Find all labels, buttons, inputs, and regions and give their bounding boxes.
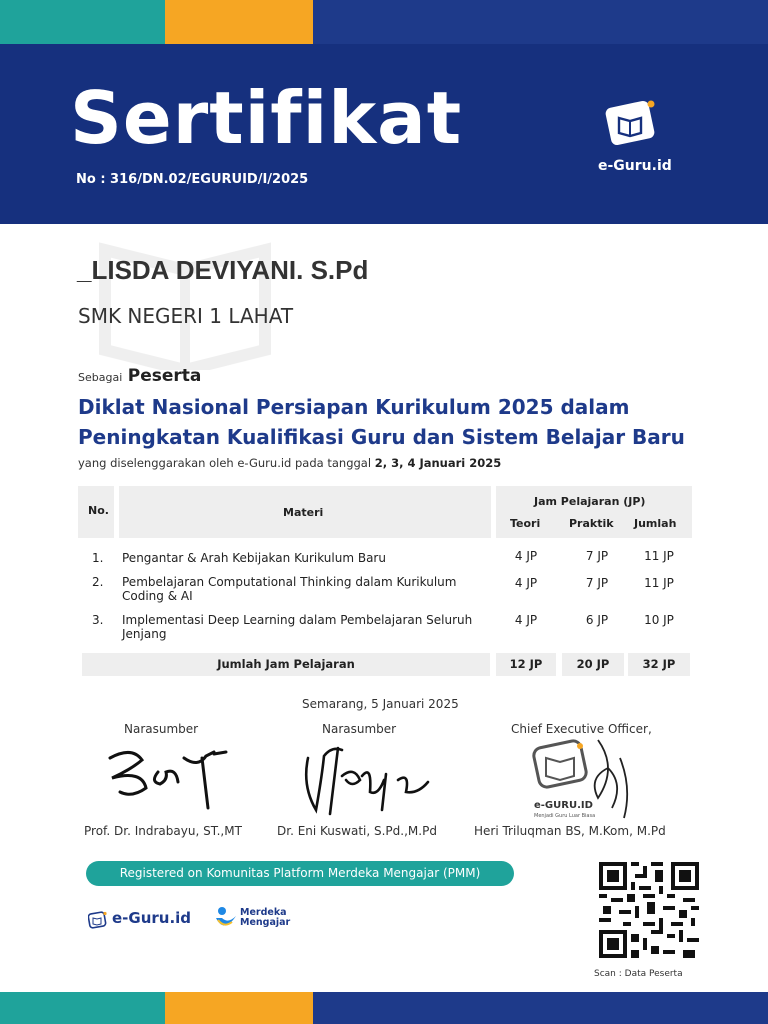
signer-2-role: Narasumber (322, 722, 397, 736)
signer-3-name: Heri Triluqman BS, M.Kom, M.Pd (474, 824, 666, 838)
held-dates: 2, 3, 4 Januari 2025 (374, 456, 502, 470)
certificate-title: Sertifikat (70, 76, 463, 160)
row-2-no: 2. (92, 575, 104, 589)
signer-2-name: Dr. Eni Kuswati, S.Pd.,M.Pd (277, 824, 437, 838)
total-label: Jumlah Jam Pelajaran (82, 653, 490, 676)
watermark-book-icon (95, 220, 275, 370)
scan-label: Scan : Data Peserta (594, 969, 683, 979)
row-3-no: 3. (92, 613, 104, 627)
stamp-text: e-GURU.ID (534, 800, 593, 811)
row-3-teori: 4 JP (514, 613, 538, 627)
eguru-small-icon (88, 911, 108, 929)
total-teori: 12 JP (496, 653, 556, 676)
signer-3-role: Chief Executive Officer, (511, 722, 652, 736)
merdeka-mengajar-logo-text (240, 908, 290, 928)
row-2-jumlah: 11 JP (644, 576, 674, 590)
event-title-line2: Peningkatan Kualifikasi Guru dan Sistem Belajar Baru (78, 425, 685, 449)
qr-code[interactable] (599, 862, 699, 958)
held-prefix: yang diselenggarakan oleh e-Guru.id pada tanggal (78, 456, 372, 470)
stamp-book-icon (528, 738, 638, 824)
top-color-stripe (0, 0, 768, 44)
sign-date: Semarang, 5 Januari 2025 (302, 697, 459, 711)
row-1-jumlah: 11 JP (644, 549, 674, 563)
row-1-no: 1. (92, 551, 104, 565)
total-praktik: 20 JP (562, 653, 624, 676)
eguru-book-icon (604, 98, 658, 146)
row-2-materi: Pembelajaran Computational Thinking dalam Kurikulum Coding & AI (122, 575, 457, 603)
merdeka-mengajar-icon (214, 906, 238, 934)
mm-line2: Mengajar (240, 917, 291, 928)
total-jumlah: 32 JP (628, 653, 690, 676)
recipient-school: SMK NEGERI 1 LAHAT (78, 304, 294, 328)
header-jp-label: Jam Pelajaran (JP) (534, 495, 646, 508)
header-jumlah-label: Jumlah (634, 517, 677, 530)
row-1-materi: Pengantar & Arah Kebijakan Kurikulum Baru (122, 551, 386, 565)
company-stamp (528, 738, 638, 824)
row-2-teori: 4 JP (514, 576, 538, 590)
header-teori-label: Teori (510, 517, 541, 530)
role-value: Peserta (127, 366, 202, 386)
table-header-materi (119, 486, 491, 538)
row-2-praktik: 7 JP (585, 576, 609, 590)
stamp-tagline: Menjadi Guru Luar Biasa (534, 813, 596, 819)
event-title-line1: Diklat Nasional Persiapan Kurikulum 2025 dalam (78, 395, 630, 419)
signer-1-role: Narasumber (124, 722, 199, 736)
pmm-registered-badge: Registered on Komunitas Platform Merdeka Mengajar (PMM) (86, 861, 514, 886)
role-prefix: Sebagai (78, 371, 123, 384)
row-3-materi: Implementasi Deep Learning dalam Pembelajaran Seluruh Jenjang (122, 613, 473, 641)
row-3-praktik: 6 JP (585, 613, 609, 627)
signature-2 (302, 736, 442, 820)
eguru-logo-text: e-Guru.id (598, 158, 672, 174)
table-header-jp (496, 486, 692, 538)
row-1-praktik: 7 JP (585, 549, 609, 563)
mm-line1: Merdeka (240, 907, 287, 918)
recipient-name: _LISDA DEVIYANI. S.Pd (77, 255, 369, 285)
signer-1-name: Prof. Dr. Indrabayu, ST.,MT (84, 824, 242, 838)
table-header-no (78, 486, 114, 538)
header-praktik-label: Praktik (569, 517, 614, 530)
signature-1 (102, 738, 232, 818)
event-held-line (78, 456, 501, 470)
row-3-jumlah: 10 JP (644, 613, 674, 627)
bottom-color-stripe (0, 992, 768, 1024)
role-line (78, 366, 201, 386)
header-no-label: No. (88, 504, 109, 517)
header-materi-label: Materi (283, 506, 324, 519)
event-title (78, 392, 718, 452)
eguru-footer-logo: e-Guru.id (112, 909, 192, 927)
row-1-teori: 4 JP (514, 549, 538, 563)
certificate-header (0, 44, 768, 224)
certificate-number: No : 316/DN.02/EGURUID/I/2025 (76, 172, 309, 187)
